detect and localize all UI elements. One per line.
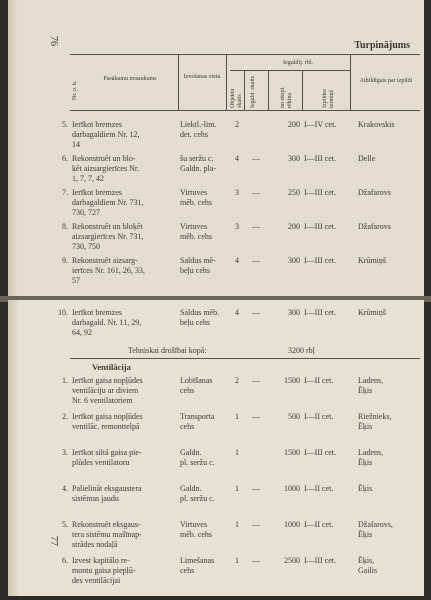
col-divider <box>244 70 245 110</box>
col-divider <box>268 70 269 110</box>
row-no: 9. <box>62 256 68 265</box>
row-term: I—III cet. <box>304 154 336 163</box>
row-responsible: Ēķis, Gailis <box>358 556 378 575</box>
row-objects: 2 <box>235 376 239 385</box>
row-investments: — <box>252 376 260 385</box>
row-no: 6. <box>62 556 68 565</box>
row-investments: — <box>252 154 260 163</box>
row-name: Ierīkot gaisa nopļūdes ventilāc. remonttelpā <box>72 412 143 431</box>
row-name: Ierīkot bremzes darbagald. Nr. 11, 29, 64, 92 <box>72 308 142 337</box>
header-bottom-rule <box>70 110 420 111</box>
top-page <box>8 0 424 300</box>
row-location: Transporta cehs <box>180 412 215 431</box>
row-objects: 2 <box>235 120 239 129</box>
row-term: I—III cet. <box>304 556 336 565</box>
funds-group-rule <box>230 70 350 71</box>
row-name: Ierīkot bremzes darbagaldiem Nr. 12, 14 <box>72 120 140 149</box>
row-no: 5. <box>62 520 68 529</box>
section-title: Ventilācija <box>92 362 131 372</box>
row-term: I—II cet. <box>304 376 334 385</box>
total-label: Tehniskai drošībai kopā: <box>128 346 207 355</box>
row-no: 10. <box>58 308 68 317</box>
row-sum: 2500 <box>284 556 300 565</box>
row-name: Rekonstruēt aizsarg- ierīces Nr. 161, 26, 33, 57 <box>72 256 145 285</box>
continuation-label: Turpinājums <box>354 40 410 51</box>
row-term: I—III cet. <box>304 308 336 317</box>
row-investments: — <box>252 256 260 265</box>
header-term: Izpildes termiņš <box>322 89 335 108</box>
col-divider <box>226 54 227 110</box>
header-objects: Objektu skaits <box>230 88 243 108</box>
row-location: Galdn. pl. seržu c. <box>180 448 215 467</box>
row-location: Saldus mēb. beļu cehs <box>180 308 220 327</box>
header-funds: Ieguldīj. rbl. <box>283 60 313 66</box>
row-no: 1. <box>62 376 68 385</box>
row-objects: 1 <box>235 412 239 421</box>
header-location: Ievešanas vieta <box>183 74 221 80</box>
row-name: Palielināt eksgaustera sistēmas jaudu <box>72 484 142 503</box>
row-responsible: Delle <box>358 154 376 163</box>
row-responsible: Krakovskis <box>358 120 395 129</box>
row-investments: — <box>252 556 260 565</box>
row-term: I—II cet. <box>304 412 334 421</box>
bottom-page <box>8 300 424 596</box>
row-name: Rekonstruēt un blo- ķēt aizsargierīces Nr. 1, 7, 7, 42 <box>72 154 140 183</box>
header-no: Nr. p. k. <box>72 80 78 100</box>
row-objects: 1 <box>235 556 239 565</box>
row-sum: 1000 <box>284 484 300 493</box>
row-investments: — <box>252 520 260 529</box>
header-responsible: Atbildīgais par izpildi <box>359 78 413 84</box>
row-responsible: Krūmiņš <box>358 308 386 317</box>
row-no: 7. <box>62 188 68 197</box>
row-name: Rekonstruēt eksgaus- tera sistēmu mašīnap- strādes nodaļā <box>72 520 142 549</box>
col-divider <box>178 54 179 110</box>
row-location: šu seržu c. Galdn. pla- <box>180 154 216 173</box>
row-investments: — <box>252 308 260 317</box>
row-sum: 500 <box>288 412 300 421</box>
row-term: I—III cet. <box>304 222 336 231</box>
row-objects: 1 <box>235 484 239 493</box>
row-objects: 4 <box>235 256 239 265</box>
row-responsible: Džafarovs <box>358 222 391 231</box>
row-term: I—III cet. <box>304 188 336 197</box>
row-location: Virtuves mēb. cehs <box>180 222 212 241</box>
row-name: Izvest kapitālo re- montu gaisa piepļū- des ventilācijai <box>72 556 136 585</box>
row-objects: 4 <box>235 308 239 317</box>
page-spine <box>8 300 18 596</box>
row-responsible: Ēķis <box>358 484 373 493</box>
row-sum: 200 <box>288 120 300 129</box>
row-sum: 1500 <box>284 376 300 385</box>
row-objects: 1 <box>235 520 239 529</box>
row-location: Galdn. pl. seržu c. <box>180 484 215 503</box>
row-sum: 200 <box>288 222 300 231</box>
row-no: 4. <box>62 484 68 493</box>
row-responsible: Ladens, Ēķis <box>358 376 384 395</box>
page-number-top: 76 <box>48 36 59 46</box>
row-sum: 1000 <box>284 520 300 529</box>
row-objects: 4 <box>235 154 239 163</box>
row-responsible: Džafarovs <box>358 188 391 197</box>
row-responsible: Džafarovs, Ēķis <box>358 520 393 539</box>
row-location: Saldus mē- beļu cehs <box>180 256 216 275</box>
row-investments: — <box>252 412 260 421</box>
row-investments: — <box>252 484 260 493</box>
row-location: Virtuves mēb. cehs <box>180 520 212 539</box>
row-name: Ierīkot gaisa nopļūdes ventilāciju ar diviem Nr. 6 ventilatoriem <box>72 376 143 405</box>
row-location: Liektl.-lim. det. cehs <box>180 120 217 139</box>
row-investments: — <box>252 188 260 197</box>
row-sum: 300 <box>288 154 300 163</box>
row-term: I—III cet. <box>304 448 336 457</box>
row-term: I—III cet. <box>304 256 336 265</box>
row-no: 3. <box>62 448 68 457</box>
row-location: Virtuves mēb. cehs <box>180 188 212 207</box>
row-name: Ierīkot siltā gaisa pie- plūdes ventilatoru <box>72 448 142 467</box>
total-value: 3200 rbļ <box>288 346 315 355</box>
table-top-rule <box>70 54 420 55</box>
row-sum: 1500 <box>284 448 300 457</box>
row-responsible: Riežnieks, Ēķis <box>358 412 392 431</box>
row-no: 8. <box>62 222 68 231</box>
row-name: Ierīkot bremzes darbagaldiem Nr. 731, 730, 727 <box>72 188 144 217</box>
total-rule <box>70 358 420 359</box>
row-objects: 3 <box>235 222 239 231</box>
row-location: Lobīšanas cehs <box>180 376 213 395</box>
col-divider <box>350 54 351 110</box>
row-term: I—IV cet. <box>304 120 337 129</box>
header-name: Pasākumu nosaukums <box>103 76 157 82</box>
row-investments: — <box>252 222 260 231</box>
row-no: 5. <box>62 120 68 129</box>
row-objects: 3 <box>235 188 239 197</box>
row-no: 6. <box>62 154 68 163</box>
row-responsible: Krūmiņš <box>358 256 386 265</box>
row-responsible: Ladens, Ēķis <box>358 448 384 467</box>
page-spine <box>8 0 18 300</box>
row-sum: 250 <box>288 188 300 197</box>
col-divider <box>302 70 303 110</box>
row-no: 2. <box>62 412 68 421</box>
row-location: Limešanas cehs <box>180 556 215 575</box>
header-investments: Ieguld. skaits <box>250 76 256 108</box>
row-name: Rekonstruēt un bloķēt aizsargierīces Nr. 731, 730, 750 <box>72 222 144 251</box>
row-sum: 300 <box>288 308 300 317</box>
header-sum: no ekspl. rēķina <box>280 86 293 108</box>
row-term: I—II cet. <box>304 484 334 493</box>
row-term: I—II cet. <box>304 520 334 529</box>
page-number-bottom: 77 <box>48 536 59 546</box>
row-sum: 300 <box>288 256 300 265</box>
row-objects: 1 <box>235 448 239 457</box>
